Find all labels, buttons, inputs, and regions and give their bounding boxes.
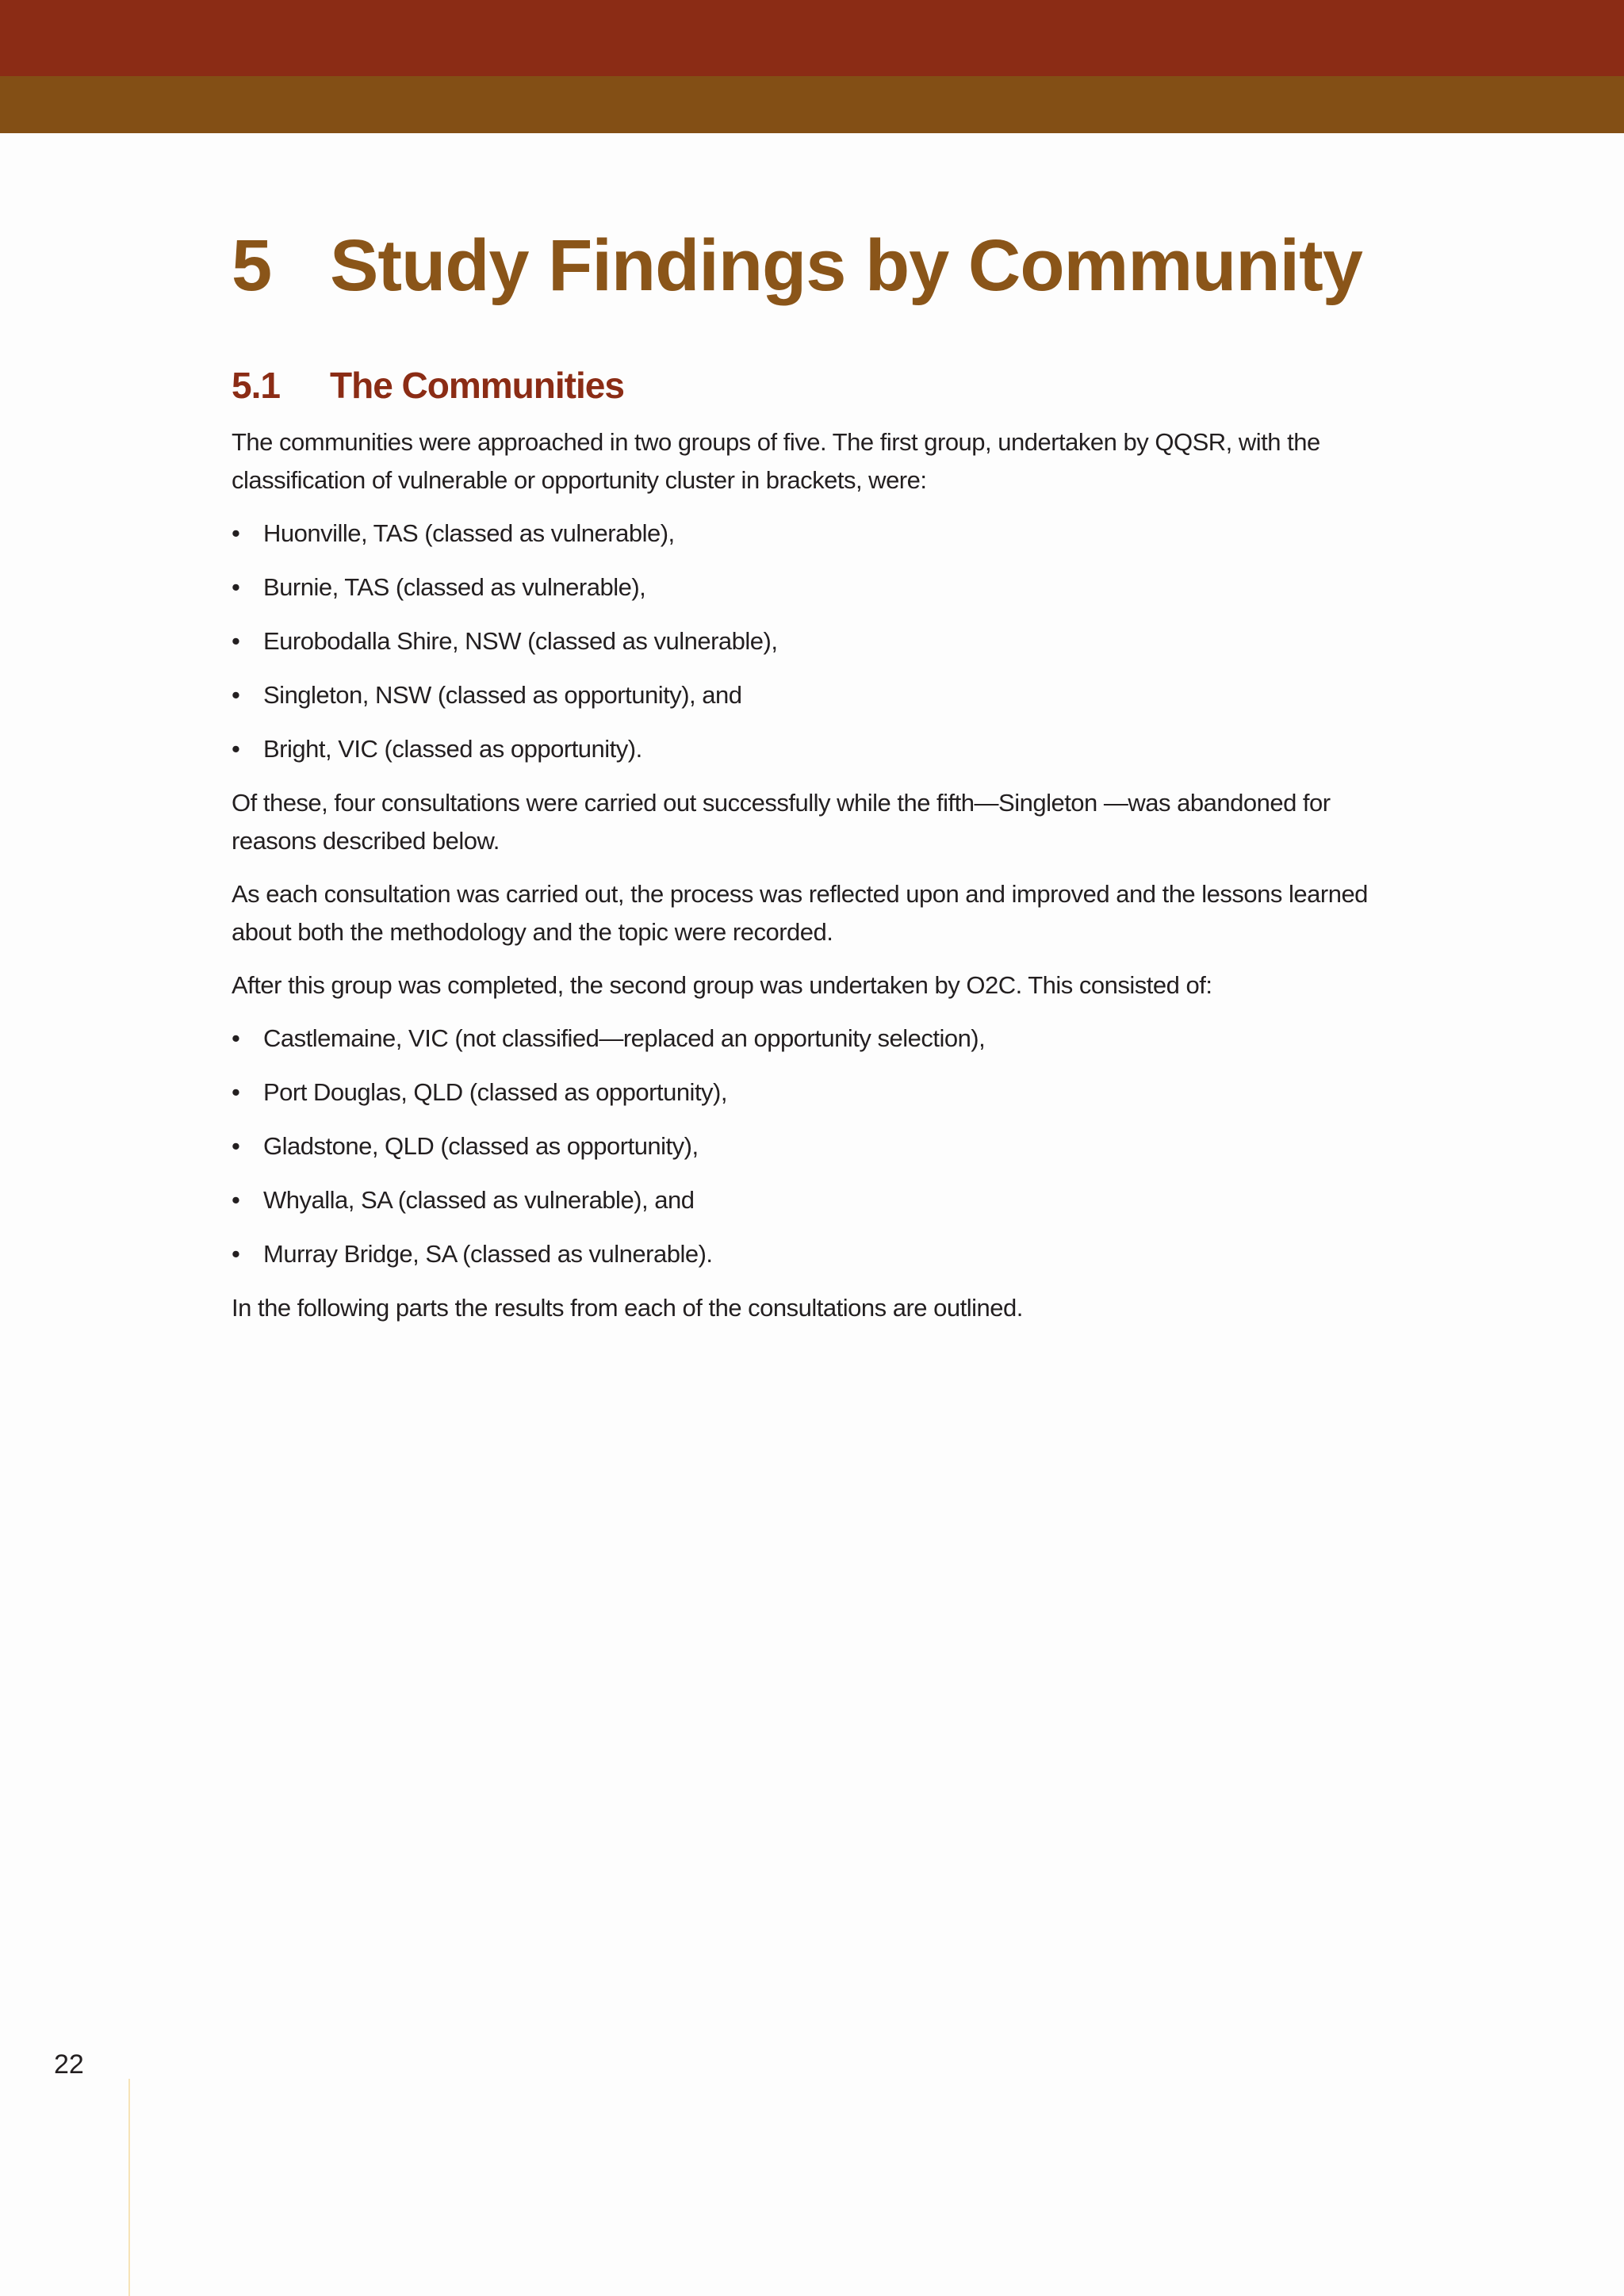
closing-paragraph: In the following parts the results from each of the consultations are outlined. — [232, 1294, 1023, 1322]
list-item — [232, 1127, 1413, 1165]
list-item-text: Huonville, TAS (classed as vulnerable), — [263, 519, 675, 547]
group-two-list — [232, 1020, 1413, 1273]
bullet-icon — [232, 568, 255, 607]
list-item — [232, 568, 1413, 607]
list-item — [232, 676, 1413, 714]
bullet-icon — [232, 622, 255, 660]
header-band-top — [0, 0, 1624, 76]
list-item — [232, 1181, 1413, 1219]
list-item-text: Bright, VIC (classed as opportunity). — [263, 735, 642, 763]
header-band-bottom — [0, 76, 1624, 133]
chapter-heading — [232, 214, 1413, 317]
group-one-list — [232, 515, 1413, 768]
list-item — [232, 515, 1413, 553]
page-number: 22 — [54, 2049, 84, 2080]
list-item — [232, 1235, 1413, 1273]
page-content — [232, 214, 1413, 1342]
bullet-icon — [232, 1181, 255, 1219]
bullet-icon — [232, 1020, 255, 1058]
outcome-paragraph: Of these, four consultations were carried out successfully while the fifth—Singleton —was abandoned for reasons described below. — [232, 789, 1331, 855]
list-item-text: Eurobodalla Shire, NSW (classed as vulnerable), — [263, 627, 778, 655]
list-item-text: Castlemaine, VIC (not classified—replaced an opportunity selection), — [263, 1024, 986, 1052]
intro-paragraph: The communities were approached in two groups of five. The first group, undertaken by QQSR, with the classification of vulnerable or opportunity cluster in brackets, were: — [232, 428, 1320, 494]
bullet-icon — [232, 1073, 255, 1112]
bullet-icon — [232, 730, 255, 768]
section-heading — [232, 362, 1413, 409]
list-item — [232, 730, 1413, 768]
process-paragraph: As each consultation was carried out, the process was reflected upon and improved and the lessons learned about both the methodology and the topic were recorded. — [232, 880, 1368, 946]
bullet-icon — [232, 515, 255, 553]
bullet-icon — [232, 1235, 255, 1273]
second-group-paragraph: After this group was completed, the second group was undertaken by O2C. This consisted of: — [232, 971, 1212, 999]
bullet-icon — [232, 676, 255, 714]
list-item-text: Murray Bridge, SA (classed as vulnerable). — [263, 1240, 713, 1268]
section-title: The Communities — [330, 365, 624, 406]
list-item — [232, 1020, 1413, 1058]
chapter-number: 5 — [232, 225, 272, 306]
margin-rule — [128, 2079, 130, 2296]
list-item-text: Whyalla, SA (classed as vulnerable), and — [263, 1186, 695, 1214]
list-item-text: Gladstone, QLD (classed as opportunity), — [263, 1132, 699, 1160]
list-item-text: Burnie, TAS (classed as vulnerable), — [263, 573, 646, 601]
list-item-text: Port Douglas, QLD (classed as opportunity), — [263, 1078, 727, 1106]
list-item — [232, 1073, 1413, 1112]
list-item-text: Singleton, NSW (classed as opportunity), and — [263, 681, 742, 709]
section-number: 5.1 — [232, 365, 280, 406]
chapter-title: Study Findings by Community — [330, 225, 1362, 306]
bullet-icon — [232, 1127, 255, 1165]
list-item — [232, 622, 1413, 660]
